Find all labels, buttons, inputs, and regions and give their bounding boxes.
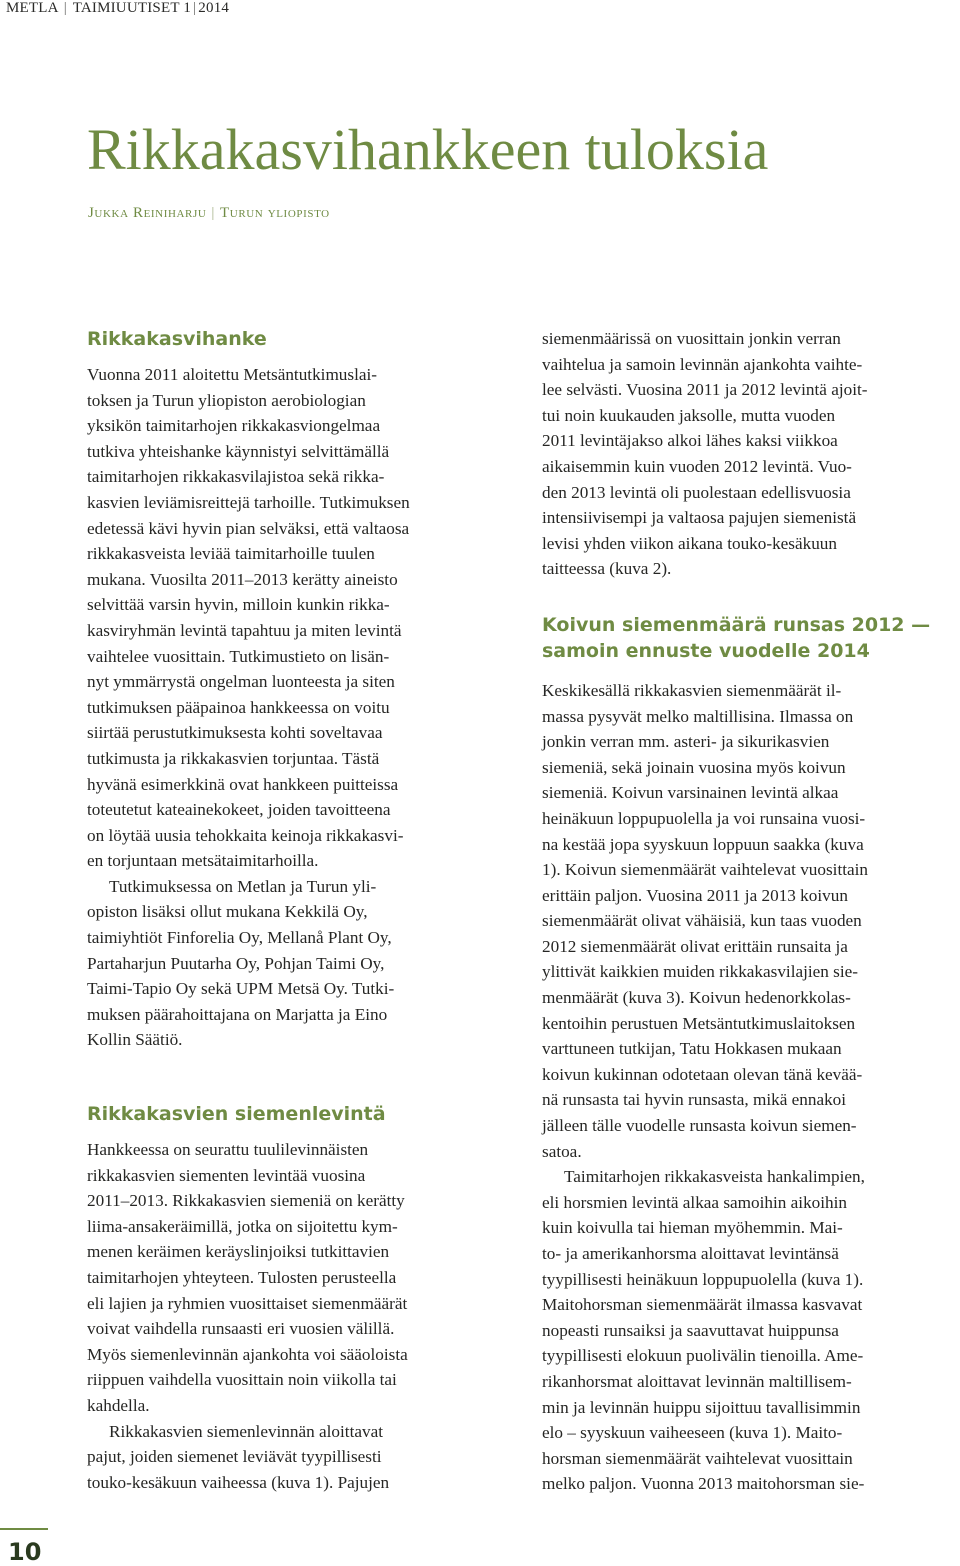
text-line: en torjuntaan metsätaimitarhoilla. [87,851,319,871]
text-line: nä runsasta tai hyvin runsasta, mikä ennakoi [542,1090,847,1110]
text-line: 2011–2013. Rikkakasvien siemeniä on kerätty [87,1191,405,1211]
text-line: varttuneen tutkijan, Tatu Hokkasen mukaan [542,1039,842,1059]
text-line: nyt ymmärrystä ongelman luonteesta ja siten [87,672,395,692]
text-line: siemeniä, sekä joinain vuosina myös koivun [542,757,846,777]
header-year: 2014 [198,0,230,16]
text-line: toksen ja Turun yliopiston aerobiologian [87,390,366,410]
text-line: massa pysyvät melko maltillisina. Ilmassa on [542,706,854,726]
page-number-rule [0,1528,48,1530]
text-line: Maitohorsman siemenmäärät ilmassa kasvavat [542,1295,863,1315]
text-line: tutkimusta ja rikkakasvien torjuntaa. Tästä [87,748,380,768]
text-line: melko paljon. Vuonna 2013 maitohorsman sie- [542,1474,865,1494]
text-line: kuin koivulla tai hieman myöhemmin. Mai- [542,1218,843,1238]
text-line: taimitarhojen yhteyteen. Tulosten perusteella [87,1268,397,1287]
text-line: na kestää jopa syyskuun loppuun saakka (kuva [542,834,864,854]
text-line: vaihtelua ja samoin levinnän ajankohta vaihte- [542,354,863,374]
paragraph [87,362,497,874]
header-publication: TAIMIUUTISET [72,0,180,16]
section-heading-siemenlevinta: Rikkakasvien siemenlevintä [87,1103,386,1126]
text-line: jälleen tälle vuodelle runsasta koivun siemen- [542,1116,857,1136]
text-line: selvittää varsin hyvin, milloin kunkin rikka- [87,595,390,615]
text-line: heinäkuun loppupuolella ja voi runsaina vuosi- [542,808,866,828]
text-line: muksen päärahoittajana on Marjatta ja Eino [87,1004,388,1024]
text-line: ylittivät kaikkien muiden rikkakasvilajien sie- [542,962,858,982]
text-line: lee selvästi. Vuosina 2011 ja 2012 levintä ajoit- [542,380,868,400]
text-line: riippuen vaihdella vuosittain noin viikolla tai [87,1370,397,1390]
paragraph [542,326,957,582]
text-line: taitteessa (kuva 2). [542,559,672,579]
text-line: to- ja amerikanhorsma aloittavat levintänsä [542,1244,839,1263]
text-line: erittäin paljon. Vuosina 2011 ja 2013 koivun [542,885,848,905]
text-line: aikaisemmin kuin vuoden 2012 levintä. Vuo- [542,456,852,476]
section-heading-rikkakasvihanke: Rikkakasvihanke [87,328,267,350]
text-line: menen keräimen keräyslinjoiksi tutkittavien [87,1242,390,1262]
byline-divider: | [211,205,216,221]
text-line: Taimi-Tapio Oy sekä UPM Metsä Oy. Tutki- [87,979,395,999]
running-header [6,0,229,22]
text-line: Koivun siemenmäärä runsas 2012 — [542,613,931,636]
text-line: horsman siemenmäärät vaihtelevat vuosittain [542,1448,853,1468]
text-line: Kollin Säätiö. [87,1030,183,1050]
text-line: vaihtelee vuosittain. Tutkimustieto on lisän- [87,646,390,666]
text-line: toteutetut kateainekokeet, joiden tavoitteena [87,800,391,820]
paragraph [542,1164,957,1497]
text-line: voivat vaihdella runsaasti eri vuosien välillä. [87,1319,395,1339]
text-line: rikkakasvien siementen levintää vuosina [87,1165,366,1185]
left-column [87,326,497,1495]
text-line: tyypillisesti heinäkuun loppupuolella (kuva 1). [542,1269,864,1289]
text-line: kentoihin perustuen Metsäntutkimuslaitoksen [542,1013,856,1033]
text-line: Keskikesällä rikkakasvien siemenmäärät il- [542,680,842,700]
continued-text [542,326,957,582]
text-line: elo – syyskuun vaiheeseen (kuva 1). Maito- [542,1423,843,1443]
text-line: tutkimuksen pääpainoa hankkeessa on voitu [87,697,390,717]
text-line: Taimitarhojen rikkakasveista hankalimpien, [564,1167,865,1187]
text-line: Hankkeessa on seurattu tuulilevinnäisten [87,1140,369,1160]
header-divider: | [63,0,67,16]
text-line: tui noin kuukauden jaksolle, mutta vuoden [542,405,836,425]
text-line: Myös siemenlevinnän ajankohta voi sääoloista [87,1344,408,1364]
text-line: rikkakasveista leviää taimitarhoille tuulen [87,544,375,564]
text-line: siemeniä. Koivun varsinainen levintä alkaa [542,783,839,803]
paragraph [87,1137,497,1419]
paragraph [542,678,957,1164]
paragraph [87,1419,497,1496]
text-line: jonkin verran mm. asteri- ja sikurikasvien [542,732,830,752]
text-line: satoa. [542,1141,582,1161]
section-body-siemenlevinta [87,1137,497,1495]
text-line: siemenmäärissä on vuosittain jonkin verran [542,329,841,348]
text-line: 2011 levintäjakso alkoi lähes kaksi viikkoa [542,431,838,451]
page-number: 10 [8,1538,42,1566]
text-line: taimiyhtiöt Finforelia Oy, Mellanå Plant Oy, [87,928,392,948]
text-line: min ja levinnän huippu sijoittuu tavallisimmin [542,1397,861,1417]
text-line: levisi yhden viikon aikana touko-kesäkuun [542,533,837,553]
text-line: eli lajien ja ryhmien vuosittaiset siemenmäärät [87,1293,408,1313]
text-line: koivun kukinnan odotetaan olevan tänä kevää- [542,1064,863,1084]
text-line: Vuonna 2011 aloitettu Metsäntutkimuslai- [87,365,377,384]
section-body-koivu [542,678,957,1497]
text-line: siirtää perustutkimuksesta kohti soveltavaa [87,723,383,743]
author-name: Jukka Reiniharju [88,205,207,221]
author-affiliation: Turun yliopisto [220,205,330,221]
text-line: kasvien leviämisreittejä tarhoille. Tutkimuksen [87,492,410,512]
text-line: intensiivisempi ja valtaosa pajujen siemenistä [542,508,857,528]
text-line: tyypillisesti elokuun puolivälin tienoilla. Ame- [542,1346,864,1366]
header-brand: METLA [6,0,58,16]
text-line: nopeasti runsaiksi ja saavuttavat huippunsa [542,1320,839,1340]
text-line: menmäärät (kuva 3). Koivun hedenorkkolas- [542,988,851,1008]
text-line: siemenmäärät olivat vähäisiä, kun taas vuoden [542,911,862,931]
text-line: Rikkakasvien siemenlevinnän aloittavat [109,1421,383,1441]
byline [88,205,330,222]
text-line: hyvänä esimerkkinä ovat hankkeen puitteissa [87,774,399,794]
article-title: Rikkakasvihankkeen tuloksia [87,117,769,182]
text-line: kahdella. [87,1395,150,1415]
text-line: taimitarhojen rikkakasvilajistoa sekä rikka- [87,467,385,487]
paragraph [87,874,497,1053]
text-line: opiston lisäksi ollut mukana Kekkilä Oy, [87,902,368,922]
text-line: 1). Koivun siemenmäärät vaihtelevat vuosittain [542,860,868,880]
text-line: den 2013 levintä oli puolestaan edellisvuosia [542,482,851,502]
right-column [542,326,957,1497]
text-line: tutkiva yhteishanke käynnistyi selvittämällä [87,441,390,461]
text-line: pajut, joiden siemenet leviävät tyypillisesti [87,1447,382,1467]
text-line: liima-ansakeräimillä, jotka on sijoitettu kym- [87,1216,398,1236]
section-body-rikkakasvihanke [87,362,497,1053]
text-line: 2012 siemenmäärät olivat erittäin runsaita ja [542,936,848,956]
text-line: rikanhorsmat aloittavat levinnän maltillisem- [542,1371,852,1391]
header-issue: 1 [183,0,192,16]
text-line: eli horsmien levintä alkaa samoihin aikoihin [542,1192,848,1212]
text-line: mukana. Vuosilta 2011–2013 kerätty aineisto [87,569,398,589]
section-heading-koivu [542,612,957,664]
header-divider: | [193,0,197,16]
text-line: Tutkimuksessa on Metlan ja Turun yli- [109,876,377,896]
text-line: samoin ennuste vuodelle 2014 [542,639,870,662]
text-line: Partaharjun Puutarha Oy, Pohjan Taimi Oy, [87,953,385,973]
text-line: edetessä kävi hyvin pian selväksi, että valtaosa [87,518,410,538]
text-line: yksikön taimitarhojen rikkakasviongelmaa [87,416,381,436]
text-line: kasviryhmän levintä tapahtuu ja miten levintä [87,620,402,640]
text-line: touko-kesäkuun vaiheessa (kuva 1). Pajujen [87,1472,390,1492]
text-line: on löytää uusia tehokkaita keinoja rikkakasvi- [87,825,404,845]
